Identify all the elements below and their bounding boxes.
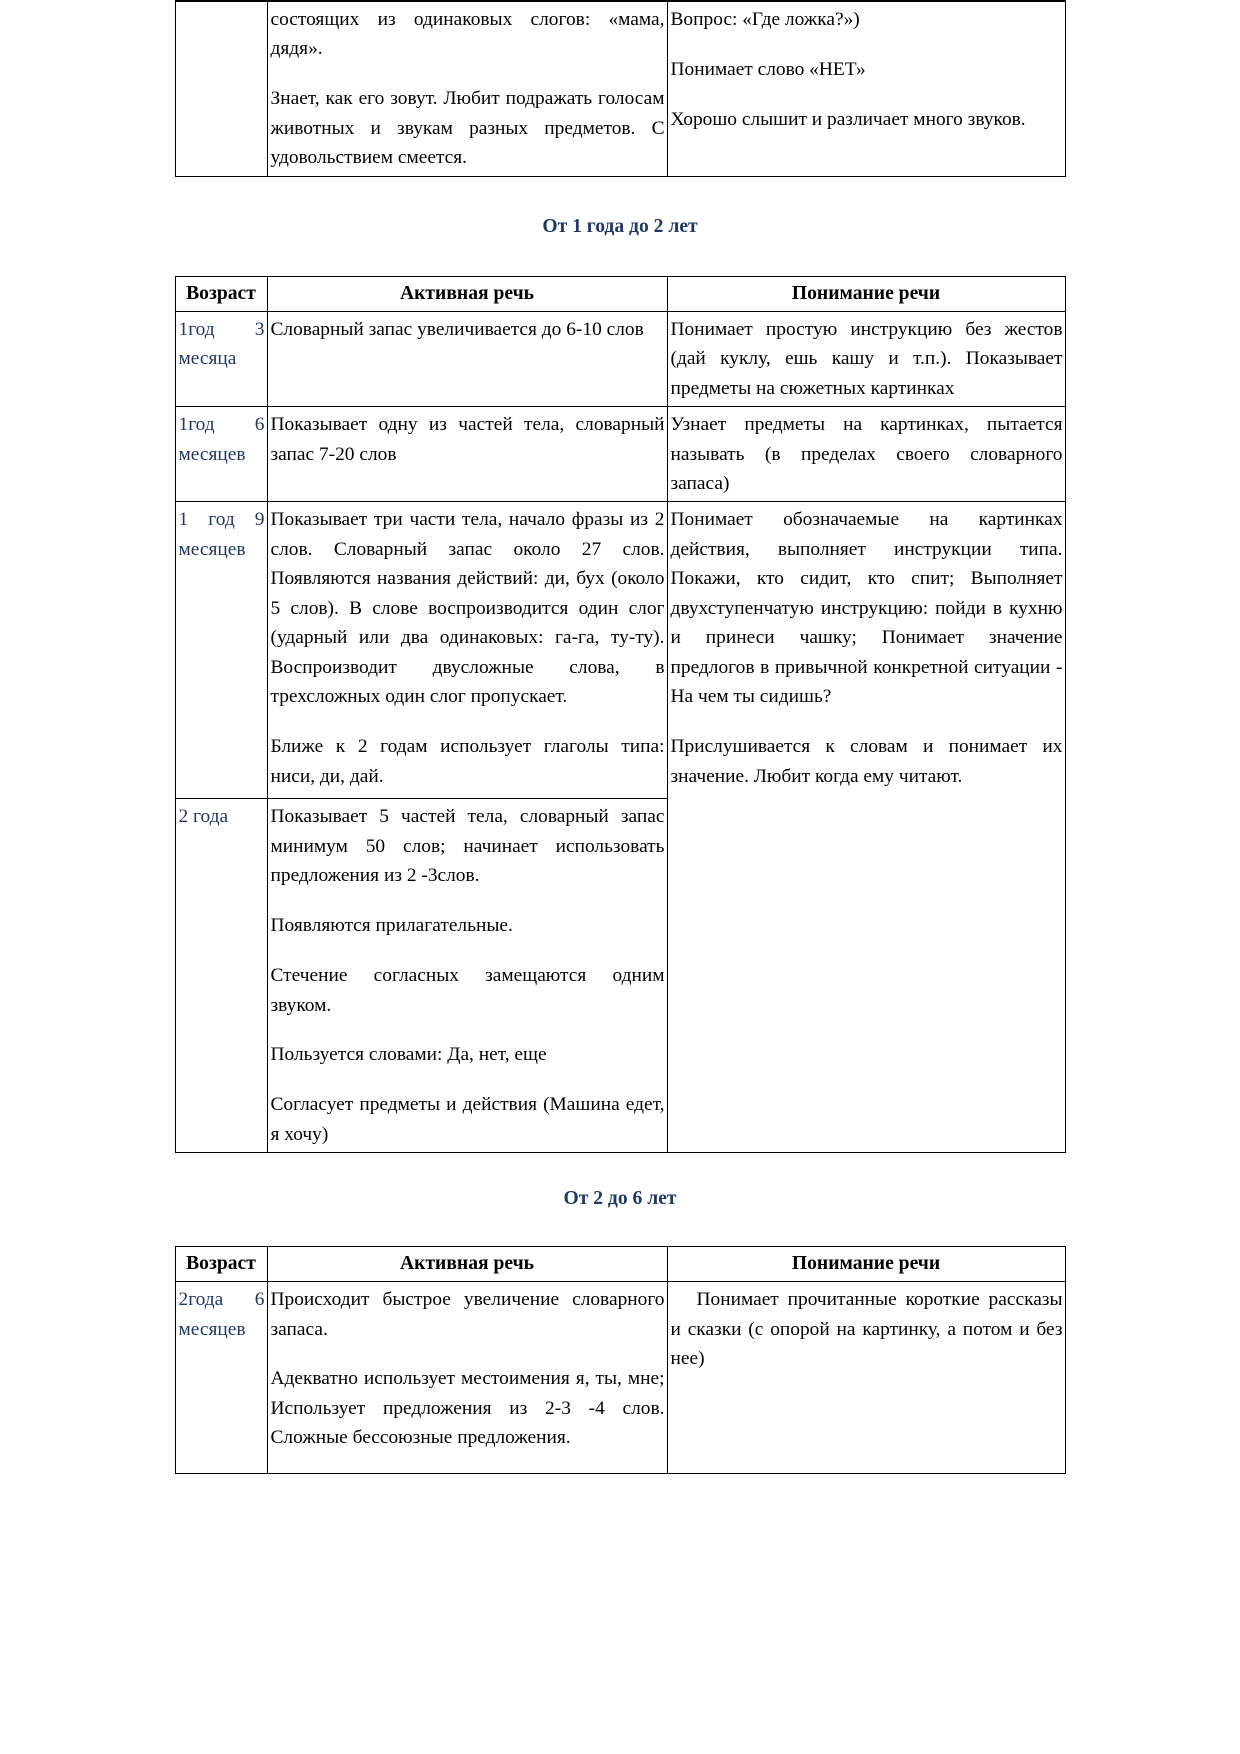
table-header-row bbox=[175, 276, 1065, 311]
active-speech-cell bbox=[267, 502, 667, 799]
paragraph: Понимает слово «НЕТ» bbox=[670, 58, 866, 80]
age-cell: 2 года bbox=[175, 799, 267, 1153]
column-header-active-speech: Активная речь bbox=[267, 1247, 667, 1282]
age-cell: 1год 6 месяцев bbox=[175, 407, 267, 502]
paragraph: Показывает три части тела, начало фразы из 2 слов. Словарный запас около 27 слов. Появляются названия действий: ди, бух (около 5 слов). В слове воспроизводится один слог (ударный или два одинаковых: га-га, ту-ту). Воспроизводит двусложные слова, в трехсложных один слог пропускает. bbox=[270, 509, 665, 708]
table-row bbox=[175, 502, 1065, 799]
paragraph: Показывает 5 частей тела, словарный запас минимум 50 слов; начинает использовать предложения из 2 -3слов. bbox=[270, 806, 665, 887]
table-row bbox=[175, 1282, 1065, 1474]
paragraph: Пользуется словами: Да, нет, еще bbox=[270, 1044, 547, 1066]
paragraph: состоящих из одинаковых слогов: «мама, дядя». bbox=[270, 9, 665, 60]
speech-table-2-to-6-years bbox=[175, 1246, 1066, 1474]
speech-table-1-to-2-years bbox=[175, 276, 1066, 1153]
paragraph: Хорошо слышит и различает много звуков. bbox=[670, 108, 1026, 130]
paragraph: Согласует предметы и действия (Машина едет, я хочу) bbox=[270, 1094, 665, 1145]
speech-table-continued bbox=[175, 0, 1066, 177]
age-cell: 2года 6 месяцев bbox=[175, 1282, 267, 1474]
understanding-cell bbox=[667, 311, 1065, 406]
paragraph: Происходит быстрое увеличение словарного запаса. bbox=[270, 1289, 665, 1340]
section-heading-2: От 2 до 6 лет bbox=[563, 1188, 677, 1210]
active-speech-cell bbox=[267, 407, 667, 502]
column-header-age: Возраст bbox=[175, 276, 267, 311]
age-cell bbox=[175, 1, 267, 176]
understanding-cell-merged bbox=[667, 502, 1065, 1153]
table-row bbox=[175, 407, 1065, 502]
active-speech-cell bbox=[267, 799, 667, 1153]
paragraph: Словарный запас увеличивается до 6-10 слов bbox=[270, 318, 644, 340]
paragraph: Ближе к 2 годам использует глаголы типа: ниси, ди, дай. bbox=[270, 736, 665, 787]
paragraph: Понимает простую инструкцию без жестов (дай куклу, ешь кашу и т.п.). Показывает предметы на сюжетных картинках bbox=[670, 318, 1063, 399]
paragraph: Показывает одну из частей тела, словарный запас 7-20 слов bbox=[270, 414, 665, 465]
understanding-cell bbox=[667, 1282, 1065, 1474]
active-speech-cell bbox=[267, 1, 667, 176]
age-cell: 1 год 9 месяцев bbox=[175, 502, 267, 799]
paragraph: Стечение согласных замещаются одним звуком. bbox=[270, 965, 665, 1016]
column-header-understanding: Понимание речи bbox=[667, 276, 1065, 311]
paragraph: Вопрос: «Где ложка?») bbox=[670, 9, 860, 30]
paragraph: Появляются прилагательные. bbox=[270, 915, 513, 937]
paragraph: Знает, как его зовут. Любит подражать голосам животных и звукам разных предметов. С удовольствием смеется. bbox=[270, 88, 665, 169]
age-cell: 1год 3 месяца bbox=[175, 311, 267, 406]
table-header-row bbox=[175, 1247, 1065, 1282]
section-heading-1: От 1 года до 2 лет bbox=[542, 215, 698, 237]
paragraph: Понимает обозначаемые на картинках действия, выполняет инструкции типа. Покажи, кто сидит, кто спит; Выполняет двухступенчатую инструкцию: пойди в кухню и принеси чашку; Понимает значение предлогов в привычной конкретной ситуации - На чем ты сидишь? bbox=[670, 509, 1063, 708]
column-header-active-speech: Активная речь bbox=[267, 276, 667, 311]
table-row bbox=[175, 1, 1065, 176]
column-header-understanding: Понимание речи bbox=[667, 1247, 1065, 1282]
column-header-age: Возраст bbox=[175, 1247, 267, 1282]
table-row bbox=[175, 311, 1065, 406]
active-speech-cell bbox=[267, 311, 667, 406]
active-speech-cell bbox=[267, 1282, 667, 1474]
understanding-cell bbox=[667, 407, 1065, 502]
understanding-cell bbox=[667, 1, 1065, 176]
paragraph: Прислушивается к словам и понимает их значение. Любит когда ему читают. bbox=[670, 736, 1063, 787]
paragraph: Адекватно использует местоимения я, ты, мне; Использует предложения из 2-3 -4 слов. Сложные бессоюзные предложения. bbox=[270, 1368, 665, 1449]
paragraph: Понимает прочитанные короткие рассказы и сказки (с опорой на картинку, а потом и без нее) bbox=[670, 1289, 1063, 1370]
paragraph: Узнает предметы на картинках, пытается называть (в пределах своего словарного запаса) bbox=[670, 414, 1063, 494]
